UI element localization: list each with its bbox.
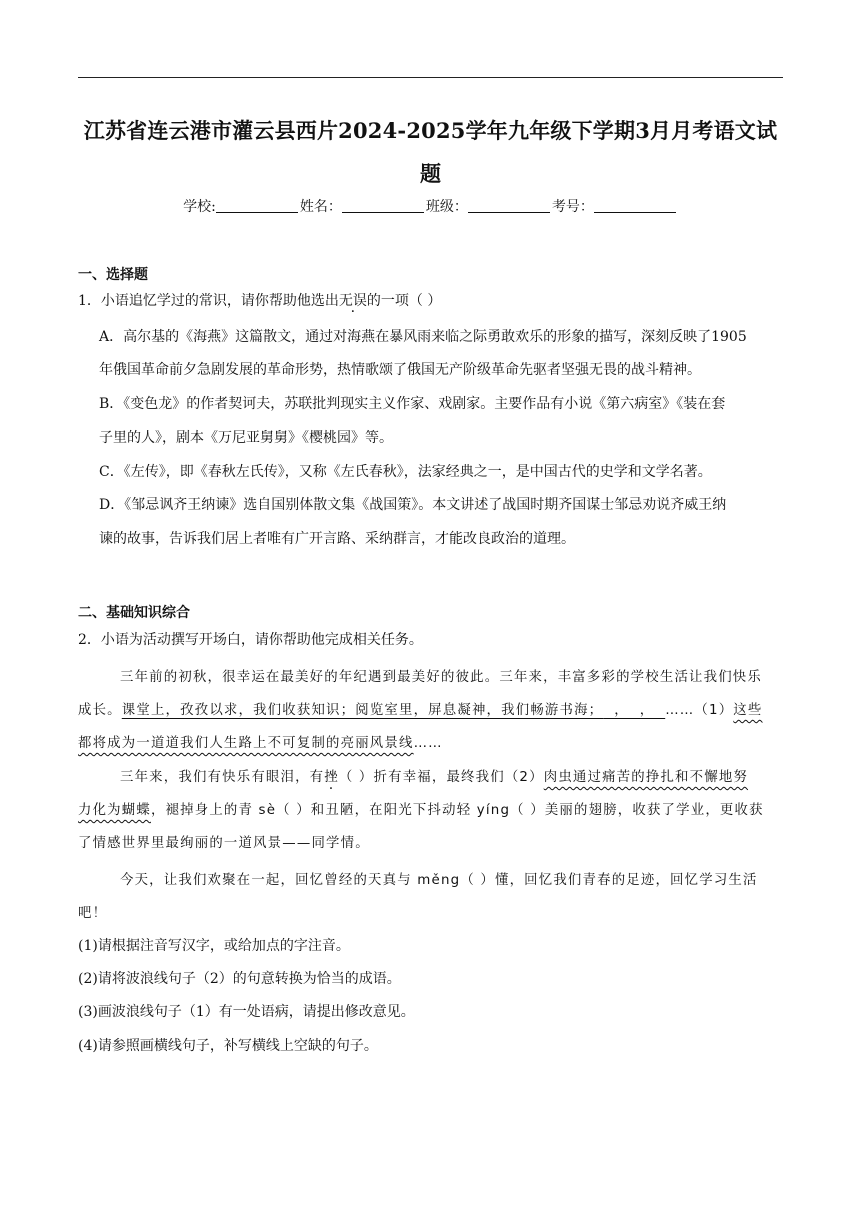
question-2-stem: 2．小语为活动撰写开场白，请你帮助他完成相关任务。 [78,632,423,648]
student-info-row [78,196,783,216]
wavy-sentence-2-start: 肉虫通过痛苦的挣扎和不懈地努 [543,770,749,785]
passage-p3-line2: 吧！ [78,906,108,921]
passage-p2-line3: 了情感世界里最绚丽的一道风景——同学情。 [78,836,370,851]
p1-line2-start: 成长。 [78,703,122,718]
header-rule [78,77,783,78]
option-a-line1[interactable]: A．高尔基的《海燕》这篇散文，通过对海燕在暴风雨来临之际勇敢欢乐的形象的描写，深刻反映了1905 [99,329,747,345]
name-label: 姓名： [299,199,342,215]
option-a-line2: 年俄国革命前夕急剧发展的革命形势，热情歌颂了俄国无产阶级革命先驱者坚强无畏的战斗精神。 [99,362,701,378]
q1-emphasis: 无误 [338,293,367,309]
passage-p1-line2 [78,699,762,718]
page-title-line1: 江苏省连云港市灌云县西片2024-2025学年九年级下学期3月月考语文试 [83,118,778,143]
option-c-line1[interactable]: C．《左传》，即《春秋左氏传》，又称《左氏春秋》，法家经典之一，是中国古代的史学和文学名著。 [99,464,712,480]
q1-prefix: 1．小语追忆学过的常识，请你帮助他选出 [78,293,339,309]
fill-blank-sentence[interactable]: ， ， [603,703,666,718]
task-4: (4)请参照画横线句子，补写横线上空缺的句子。 [78,1038,378,1054]
option-d-line2: 谏的故事，告诉我们居上者唯有广开言路、采纳群言，才能改良政治的道理。 [99,531,575,547]
passage-p1-line1: 三年前的初秋，很幸运在最美好的年纪遇到最美好的彼此。三年来，丰富多彩的学校生活让我们快乐 [120,670,762,685]
task-2: (2)请将波浪线句子（2）的句意转换为恰当的成语。 [78,971,401,987]
wavy-sentence-2-end: 力化为蝴蝶 [78,803,151,818]
dotted-char: 挫 [324,770,339,785]
option-b-line2: 子里的人》，剧本《万尼亚舅舅》《樱桃园》等。 [99,430,393,446]
section-heading-choice: 一、选择题 [78,267,148,283]
section-heading-basics: 二、基础知识综合 [78,605,190,621]
class-label: 班级： [425,199,468,215]
passage-p2-line1 [120,766,748,785]
p2-line1-mid: （ ）折有幸福，最终我们（2） [338,770,544,785]
option-d-line1[interactable]: D．《邹忌讽齐王纳谏》选自国别体散文集《战国策》。本文讲述了战国时期齐国谋士邹忌劝说齐威王纳 [99,497,727,513]
wavy-sentence-1-start: 这些 [733,703,763,718]
p1-line2-marker: ……（1） [665,703,734,718]
exam-no-label: 考号： [551,199,594,215]
class-field[interactable] [468,198,550,213]
exam-no-field[interactable] [594,198,676,213]
page-title-line2: 题 [420,161,441,186]
p1-line3-tail: …… [413,736,443,751]
school-field[interactable] [216,198,298,213]
question-1-stem [78,290,441,310]
underlined-sentence: 课堂上，孜孜以求，我们收获知识；阅览室里，屏息凝神，我们畅游书海； [121,703,604,718]
q1-suffix: 的一项（ ） [366,293,442,309]
task-3: (3)画波浪线句子（1）有一处语病，请提出修改意见。 [78,1004,415,1020]
name-field[interactable] [342,198,424,213]
task-1: (1)请根据注音写汉字，或给加点的字注音。 [78,938,350,954]
school-label: 学校: [183,199,216,215]
option-b-line1[interactable]: B．《变色龙》的作者契诃夫，苏联批判现实主义作家、戏剧家。主要作品有小说《第六病室》《装在套 [99,396,726,412]
p2-line2-rest: ，褪掉身上的青 sè（ ）和丑陋，在阳光下抖动轻 yíng（ ）美丽的翅膀，收获了学业，更收获 [150,803,764,818]
passage-p2-line2 [78,799,764,818]
p2-line1-start: 三年来，我们有快乐有眼泪，有 [120,770,325,785]
passage-p3-line1: 今天，让我们欢聚在一起，回忆曾经的天真与 měng（ ）懂，回忆我们青春的足迹，回忆学习生活 [120,873,758,888]
passage-p1-line3 [78,732,443,751]
wavy-sentence-1-end: 都将成为一道道我们人生路上不可复制的亮丽风景线 [78,736,414,751]
